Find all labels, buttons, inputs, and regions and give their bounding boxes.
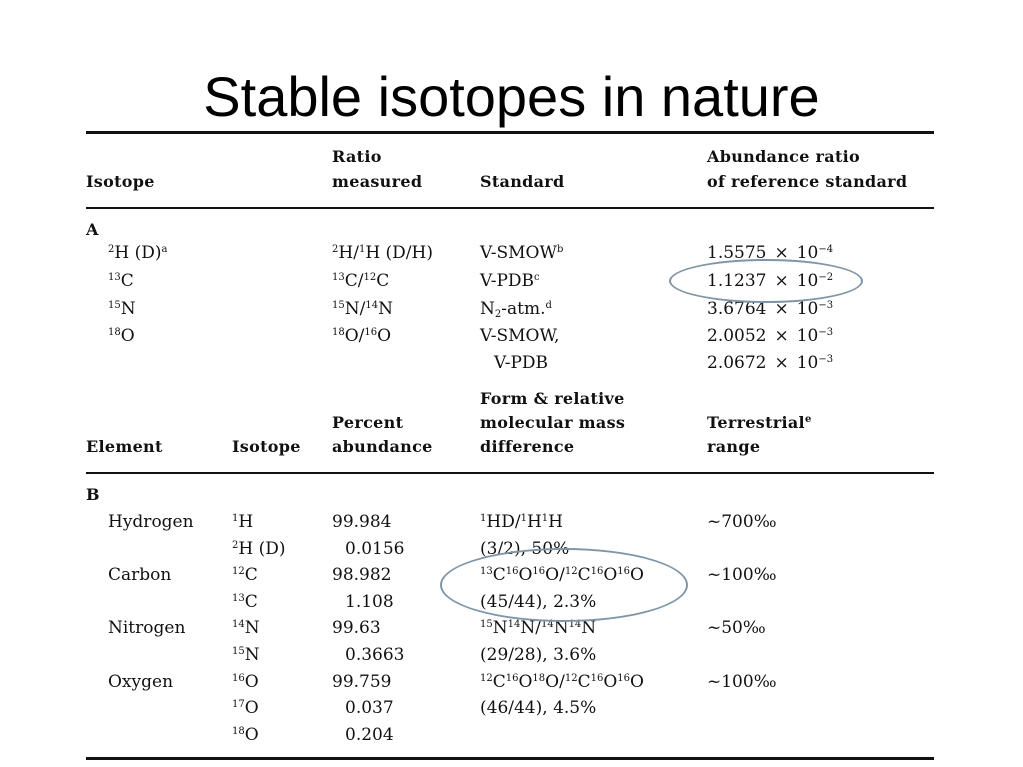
isotope-symbol: O [244, 672, 259, 692]
mantissa: 1.1237 [707, 271, 767, 291]
abundance-cell [707, 325, 833, 347]
mass-number: 14 [507, 619, 521, 630]
exponent-base: 10 [796, 299, 819, 319]
mass-number: 15 [332, 300, 345, 311]
percent-cell: 0.3663 [345, 645, 405, 665]
mass-number: 16 [505, 566, 519, 577]
percent-cell: 99.984 [332, 512, 392, 532]
times-sign: × [774, 326, 789, 346]
form-difference: (45/44), 2.3% [480, 592, 597, 612]
formula-atom: C [577, 672, 591, 692]
formula-atom: O [518, 672, 533, 692]
header-form-3: difference [480, 437, 575, 456]
mass-number: 18 [108, 327, 121, 338]
header-element: Element [86, 437, 163, 456]
standard-cell [480, 325, 559, 347]
isotope-symbol: H [238, 512, 254, 532]
percent-cell: 98.982 [332, 565, 392, 585]
isotope-cell [108, 270, 134, 292]
isotope-cell [232, 697, 259, 719]
standard-name: V-SMOW [480, 243, 557, 263]
ratio-part: H (D/H) [365, 243, 433, 263]
isotope-cell [232, 538, 286, 560]
isotope-symbol: H (D) [238, 539, 286, 559]
mass-number: 14 [568, 619, 582, 630]
section-a-marker: A [86, 220, 99, 239]
percent-cell: 1.108 [345, 592, 394, 612]
terrestrial-range: ~100‰ [707, 565, 777, 585]
page-title: Stable isotopes in nature [203, 65, 820, 128]
header-percent-2: abundance [332, 437, 433, 456]
terrestrial-range: ~700‰ [707, 512, 777, 532]
percent-cell: 0.0156 [345, 539, 405, 559]
mass-number: 2 [332, 244, 339, 255]
mass-number: 1 [358, 244, 366, 255]
mass-number: 1 [520, 513, 527, 524]
mantissa: 3.6764 [707, 299, 767, 319]
isotope-cell [232, 591, 258, 613]
form-difference: (46/44), 4.5% [480, 698, 597, 718]
mass-number: 16 [532, 566, 546, 577]
standard-name: N [480, 299, 495, 319]
footnote-mark: c [534, 272, 540, 283]
exponent: −4 [818, 244, 834, 255]
percent-cell: 0.037 [345, 698, 394, 718]
header-standard: Standard [480, 172, 565, 191]
highlight-ellipse-co2-form [440, 548, 688, 622]
isotope-symbol: C [244, 592, 258, 612]
header-ratio-2: measured [332, 172, 423, 191]
mass-number: 18 [232, 726, 245, 737]
isotope-symbol: N [244, 618, 260, 638]
percent-cell: 0.204 [345, 725, 394, 745]
mass-number: 15 [480, 619, 493, 630]
header-terrestrial-2: range [707, 437, 761, 456]
mass-number: 12 [564, 566, 578, 577]
mass-number: 14 [540, 619, 554, 630]
mass-number: 15 [232, 646, 245, 657]
ratio-cell [332, 325, 391, 347]
standard-name: V-SMOW, [480, 326, 560, 346]
times-sign: × [774, 243, 789, 263]
ratio-part: C [376, 271, 390, 291]
footnote-mark: a [161, 244, 168, 255]
formula-atom: O [629, 672, 644, 692]
formula-atom: H [526, 512, 542, 532]
mass-number: 16 [590, 566, 604, 577]
isotope-symbol: O [120, 326, 135, 346]
mass-number: 16 [232, 673, 245, 684]
times-sign: × [774, 299, 789, 319]
mass-number: 1 [232, 513, 239, 524]
times-sign: × [774, 271, 789, 291]
isotope-cell [232, 564, 258, 586]
formula-atom: O/ [545, 565, 565, 585]
mass-number: 1 [480, 513, 487, 524]
mass-number: 16 [364, 327, 378, 338]
mass-number: 2 [108, 244, 115, 255]
formula-atom: O [629, 565, 644, 585]
mass-number: 14 [365, 300, 379, 311]
exponent: −3 [818, 354, 834, 365]
footnote-mark: b [556, 244, 564, 255]
isotope-cell [108, 242, 167, 264]
mantissa: 2.0672 [707, 353, 767, 373]
header-isotope: Isotope [86, 172, 155, 191]
exponent-base: 10 [796, 271, 819, 291]
mass-number: 12 [480, 673, 493, 684]
ratio-part: O [377, 326, 392, 346]
ratio-part: O/ [344, 326, 365, 346]
mass-number: 14 [232, 619, 245, 630]
form-difference: (3/2), 50% [480, 539, 570, 559]
formula-atom: HD/ [486, 512, 521, 532]
formula-atom: H [548, 512, 563, 532]
isotope-cell [232, 644, 260, 666]
mass-number: 12 [232, 566, 245, 577]
element-name: Carbon [108, 565, 172, 585]
formula-atom: N/ [520, 618, 541, 638]
times-sign: × [774, 353, 789, 373]
header-rule-a [86, 207, 934, 209]
footnote-mark: d [545, 300, 552, 311]
mass-number: 18 [532, 673, 546, 684]
isotope-cell [232, 511, 253, 533]
mantissa: 1.5575 [707, 243, 767, 263]
mass-number: 16 [505, 673, 519, 684]
isotope-cell [232, 671, 259, 693]
header-abundance-1: Abundance ratio [707, 147, 860, 166]
mass-number: 2 [232, 540, 239, 551]
isotope-symbol: C [244, 565, 258, 585]
formula-atom: O [603, 565, 618, 585]
header-form-1: Form & relative [480, 389, 625, 408]
isotope-cell [108, 298, 136, 320]
mass-number: 1 [541, 513, 549, 524]
element-name: Hydrogen [108, 512, 194, 532]
header-ratio-1: Ratio [332, 147, 382, 166]
isotope-symbol: N [244, 645, 260, 665]
mass-number: 12 [363, 272, 377, 283]
isotope-cell [108, 325, 135, 347]
header-terrestrial-1 [707, 412, 812, 434]
header-terrestrial-text: Terrestrial [707, 413, 805, 432]
exponent-base: 10 [796, 353, 819, 373]
top-rule [86, 131, 934, 134]
ratio-cell [332, 270, 389, 292]
header-rule-b [86, 472, 934, 474]
formula-atom: O/ [545, 672, 565, 692]
header-terrestrial-note: e [804, 414, 812, 425]
standard-cell [480, 298, 552, 320]
mass-number: 16 [617, 673, 630, 684]
mass-number: 13 [232, 593, 245, 604]
percent-cell: 99.63 [332, 618, 381, 638]
isotope-symbol: O [244, 725, 259, 745]
formula-atom: O [518, 565, 533, 585]
standard-name: V-PDB [480, 271, 535, 291]
exponent-base: 10 [796, 326, 819, 346]
mass-number: 15 [108, 300, 121, 311]
exponent: −2 [818, 272, 834, 283]
formula-atom: N [581, 618, 597, 638]
element-name: Nitrogen [108, 618, 186, 638]
mass-number: 18 [332, 327, 345, 338]
element-name: Oxygen [108, 672, 174, 692]
terrestrial-range: ~50‰ [707, 618, 766, 638]
formula-atom: O [603, 672, 618, 692]
subscript: 2 [494, 309, 502, 320]
isotope-symbol: O [244, 698, 259, 718]
terrestrial-range: ~100‰ [707, 672, 777, 692]
header-abundance-2: of reference standard [707, 172, 908, 191]
highlight-ellipse-carbon-ratio [669, 259, 863, 303]
mass-number: 16 [590, 673, 604, 684]
isotope-symbol: C [120, 271, 134, 291]
ratio-part: N/ [344, 299, 366, 319]
formula-atom: C [492, 672, 506, 692]
bottom-rule [86, 757, 934, 760]
standard-cell [480, 242, 563, 264]
isotope-cell [232, 617, 260, 639]
percent-cell: 99.759 [332, 672, 392, 692]
mass-number: 16 [617, 566, 630, 577]
isotope-symbol: N [120, 299, 136, 319]
formula-atom: C [577, 565, 591, 585]
mass-number: 13 [332, 272, 345, 283]
header-percent-1: Percent [332, 413, 404, 432]
section-b-marker: B [86, 485, 100, 504]
mass-number: 13 [480, 566, 493, 577]
ratio-cell [332, 298, 393, 320]
standard-suffix: -atm. [501, 299, 546, 319]
mass-number: 12 [564, 673, 578, 684]
formula-atom: N [492, 618, 508, 638]
form-difference: (29/28), 3.6% [480, 645, 597, 665]
ratio-part: C/ [344, 271, 364, 291]
exponent-base: 10 [796, 243, 819, 263]
standard-cell: V-PDB [494, 353, 549, 373]
mantissa: 2.0052 [707, 326, 767, 346]
ratio-part: H/ [338, 243, 359, 263]
ratio-cell [332, 242, 433, 264]
abundance-cell [707, 352, 833, 374]
exponent: −3 [818, 300, 834, 311]
isotope-symbol: H (D) [114, 243, 162, 263]
form-formula [480, 511, 563, 533]
formula-atom: C [492, 565, 506, 585]
form-formula [480, 671, 644, 693]
ratio-part: N [378, 299, 393, 319]
header-form-2: molecular mass [480, 413, 626, 432]
mass-number: 13 [108, 272, 121, 283]
formula-atom: N [553, 618, 569, 638]
header-isotope-b: Isotope [232, 437, 301, 456]
exponent: −3 [818, 327, 834, 338]
mass-number: 17 [232, 699, 245, 710]
standard-cell [480, 270, 540, 292]
isotope-cell [232, 724, 259, 746]
